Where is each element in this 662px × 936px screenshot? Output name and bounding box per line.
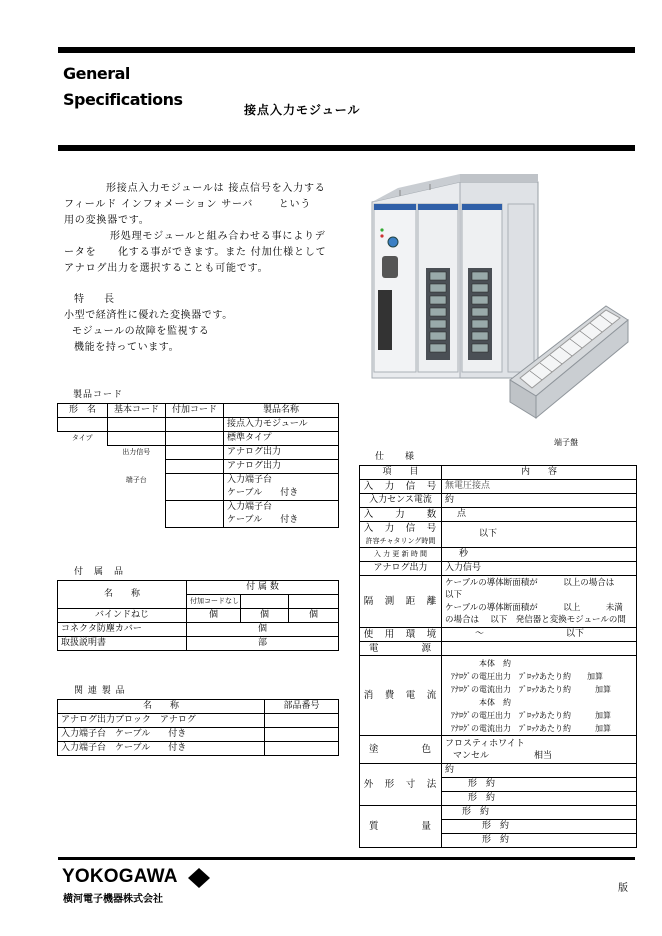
features-heading: 特 長 — [74, 294, 114, 305]
intro-line: アナログ出力を選択することも可能です。 — [64, 263, 269, 274]
col-header-part: 部品番号 — [265, 700, 339, 714]
col-header-basic-code: 基本コード — [108, 404, 166, 418]
spec-label: 入 力 更 新 時 間 — [360, 548, 442, 562]
accessories-heading: 付 属 品 — [74, 567, 125, 577]
table-cell — [289, 595, 339, 609]
spec-value: 約 形 約 形 約 — [442, 764, 637, 806]
intro-line: ータを 化する事ができます。また 付加仕様として — [64, 247, 327, 258]
accessory-qty: 部 — [187, 637, 339, 651]
header-bottom-rule — [58, 145, 635, 151]
row-label-terminal: 端子台 — [125, 475, 147, 484]
accessory-name: バインドねじ — [58, 609, 187, 623]
page-title: 接点入力モジュール — [244, 103, 361, 117]
spec-value: ケーブルの導体断面積が 以上の場合は 以下 ケーブルの導体断面積が 以上 未満 の場合は 以下 発信器と変換モジュールの間 — [442, 576, 637, 628]
table-cell — [58, 418, 108, 432]
edition-label: 版 — [618, 883, 628, 894]
top-rule — [58, 47, 635, 53]
col-header-name: 名 称 — [58, 581, 187, 609]
feature-item: モジュールの故障を監視する — [72, 326, 210, 337]
table-cell — [108, 460, 166, 474]
intro-line: 形処理モジュールと組み合わせる事によりデ — [110, 231, 326, 242]
spec-value: 〜 以下 — [442, 628, 637, 642]
intro-line: 用の変換器です。 — [64, 215, 150, 226]
row-label-output: 出力信号 — [122, 448, 151, 457]
brand-logo: YOKOGAWA — [62, 866, 178, 887]
specs-heading: 仕 様 — [375, 452, 416, 462]
product-name-cell: 入力端子台 ケーブル 付き — [224, 474, 339, 501]
spec-label: 使 用 環 境 — [360, 628, 442, 642]
intro-line: 形接点入力モジュールは 接点信号を入力する — [106, 183, 326, 194]
product-illustration — [360, 160, 635, 450]
product-code-heading: 製品コード — [73, 390, 124, 400]
specs-table — [359, 465, 637, 848]
col-header-option-code: 付加コード — [166, 404, 224, 418]
spec-label: 塗 色 — [360, 736, 442, 764]
related-item: アナログ出力ブロック アナログ — [58, 714, 265, 728]
intro-text — [64, 181, 344, 277]
spec-value — [442, 642, 637, 656]
feature-item: 機能を持っています。 — [74, 342, 180, 353]
table-cell — [166, 501, 224, 528]
accessory-qty: 個 — [187, 623, 339, 637]
accessory-name: コネクタ防塵カバー — [58, 623, 187, 637]
product-name-cell: アナログ出力 — [224, 446, 339, 460]
table-cell — [166, 474, 224, 501]
table-cell — [58, 474, 108, 501]
spec-label: 入 力 信 号 許容チャタリング時間 — [360, 522, 442, 548]
spec-value: 形 約 形 約 形 約 — [442, 806, 637, 848]
doc-type-general: General — [63, 64, 130, 83]
col-header-item: 項 目 — [360, 466, 442, 480]
table-cell — [265, 728, 339, 742]
spec-value: 秒 — [442, 548, 637, 562]
spec-label: 外 形 寸 法 — [360, 764, 442, 806]
spec-label: 入 力 信 号 — [360, 480, 442, 494]
spec-label: 隔 測 距 離 — [360, 576, 442, 628]
spec-value: 以下 — [442, 522, 637, 548]
col-header-no-option: 付加コードなし — [187, 595, 241, 609]
spec-label: 消 費 電 流 — [360, 656, 442, 736]
diamond-icon — [188, 868, 210, 888]
table-cell — [241, 595, 289, 609]
footer-rule — [58, 857, 635, 860]
table-cell — [166, 432, 224, 446]
col-header-product-name: 製品名称 — [224, 404, 339, 418]
table-cell — [108, 418, 166, 432]
terminal-board-caption: 端子盤 — [554, 438, 578, 447]
accessory-name: 取扱説明書 — [58, 637, 187, 651]
table-cell — [58, 446, 108, 460]
table-cell — [58, 460, 108, 474]
related-item: 入力端子台 ケーブル 付き — [58, 728, 265, 742]
intro-line: フィールド インフォメーション サーバ という — [64, 199, 312, 210]
table-cell — [166, 446, 224, 460]
accessory-qty: 個 — [241, 609, 289, 623]
spec-value: 入力信号 — [442, 562, 637, 576]
features-list — [64, 308, 233, 356]
spec-value: 点 — [442, 508, 637, 522]
spec-value: 本体 約 ｱﾅﾛｸﾞの電圧出力 ﾌﾞﾛｯｸあたり約 加算 ｱﾅﾛｸﾞの電流出力 ﾌﾞﾛｯｸあたり約 加算 本体 約 ｱﾅﾛｸﾞの電圧出力 ﾌﾞﾛｯｸあたり約 加算 ｱﾅﾛｸﾞの電流出力 ﾌﾞﾛｯｸあたり約 加算 — [442, 656, 637, 736]
related-item: 入力端子台 ケーブル 付き — [58, 742, 265, 756]
spec-label: 質 量 — [360, 806, 442, 848]
table-cell — [166, 418, 224, 432]
feature-item: 小型で経済性に優れた変換器です。 — [64, 310, 233, 321]
company-name: 横河電子機器株式会社 — [63, 894, 163, 905]
table-cell — [108, 432, 166, 446]
table-cell — [265, 714, 339, 728]
product-code-table — [57, 403, 339, 528]
table-cell — [265, 742, 339, 756]
row-label-type: タイプ — [71, 434, 93, 443]
col-header-model: 形 名 — [58, 404, 108, 418]
product-name-cell: 接点入力モジュール — [224, 418, 339, 432]
spec-label: アナログ出力 — [360, 562, 442, 576]
product-name-cell: 標準タイプ — [224, 432, 339, 446]
spec-label: 入 力 数 — [360, 508, 442, 522]
col-header-name: 名 称 — [58, 700, 265, 714]
product-name-cell: アナログ出力 — [224, 460, 339, 474]
doc-type-specifications: Specifications — [63, 90, 183, 109]
related-heading: 関 連 製 品 — [74, 686, 126, 696]
spec-value: 無電圧接点 — [442, 480, 637, 494]
col-header-content: 内 容 — [442, 466, 637, 480]
table-cell — [108, 501, 166, 528]
col-header-qty: 付 属 数 — [187, 581, 339, 595]
spec-value: フロスティホワイト マンセル 相当 — [442, 736, 637, 764]
table-cell — [166, 460, 224, 474]
spec-label: 電 源 — [360, 642, 442, 656]
spec-value: 約 — [442, 494, 637, 508]
spec-label: 入力センス電流 — [360, 494, 442, 508]
related-table — [57, 699, 339, 756]
accessory-qty: 個 — [289, 609, 339, 623]
product-name-cell: 入力端子台 ケーブル 付き — [224, 501, 339, 528]
accessory-qty: 個 — [187, 609, 241, 623]
accessories-table — [57, 580, 339, 651]
table-cell — [58, 501, 108, 528]
